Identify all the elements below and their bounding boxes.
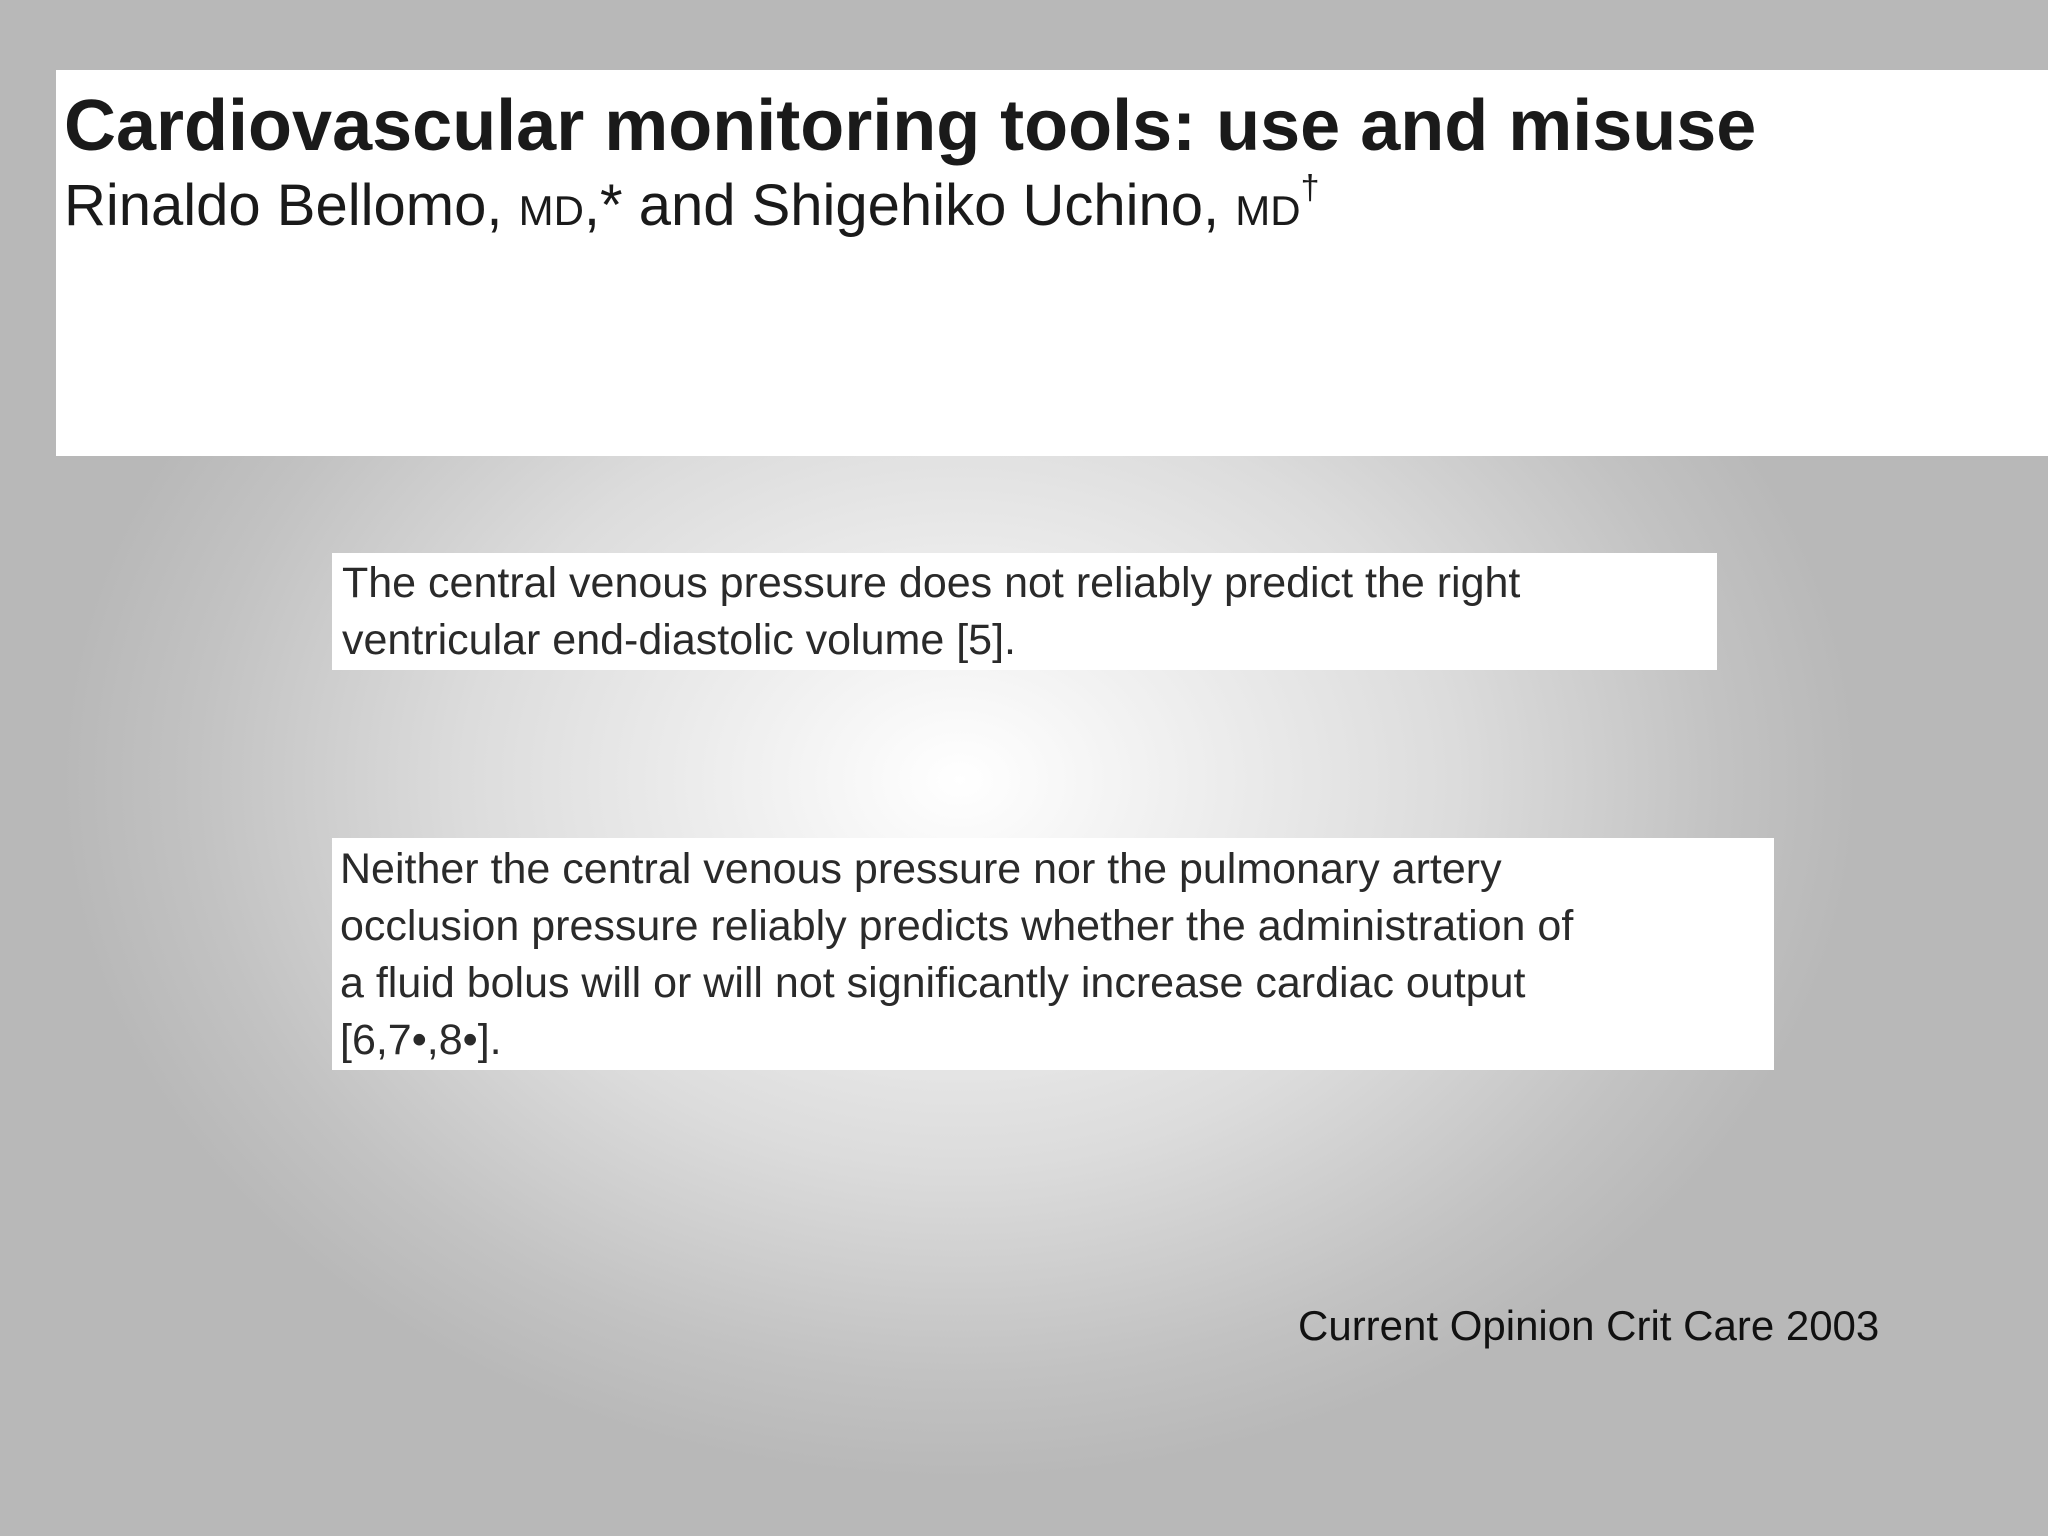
quote-line: ventricular end-diastolic volume [5]. bbox=[342, 616, 1016, 664]
author-conjunction: and bbox=[622, 173, 752, 238]
author-1-mark: ,* bbox=[583, 173, 623, 238]
author-line bbox=[64, 169, 1320, 238]
quote-line: Neither the central venous pressure nor the pulmonary artery bbox=[340, 845, 1502, 893]
author-2-degree: MD bbox=[1235, 187, 1301, 234]
quote-box-fluid-bolus bbox=[332, 838, 1774, 1070]
author-1-degree: MD bbox=[518, 187, 584, 234]
article-title: Cardiovascular monitoring tools: use and misuse bbox=[64, 86, 1757, 166]
author-2-name: Shigehiko Uchino, bbox=[751, 173, 1236, 238]
quote-line: a fluid bolus will or will not significantly increase cardiac output bbox=[340, 959, 1526, 1007]
citation-source: Current Opinion Crit Care 2003 bbox=[1298, 1302, 1880, 1349]
author-2-mark: † bbox=[1300, 169, 1320, 207]
quote-box-cvp-volume bbox=[332, 553, 1717, 670]
quote-line: The central venous pressure does not reliably predict the right bbox=[342, 559, 1521, 607]
quote-line: occlusion pressure reliably predicts whether the administration of bbox=[340, 902, 1574, 950]
quote-line: [6,7•,8•]. bbox=[340, 1016, 502, 1064]
author-1-name: Rinaldo Bellomo, bbox=[64, 173, 519, 238]
